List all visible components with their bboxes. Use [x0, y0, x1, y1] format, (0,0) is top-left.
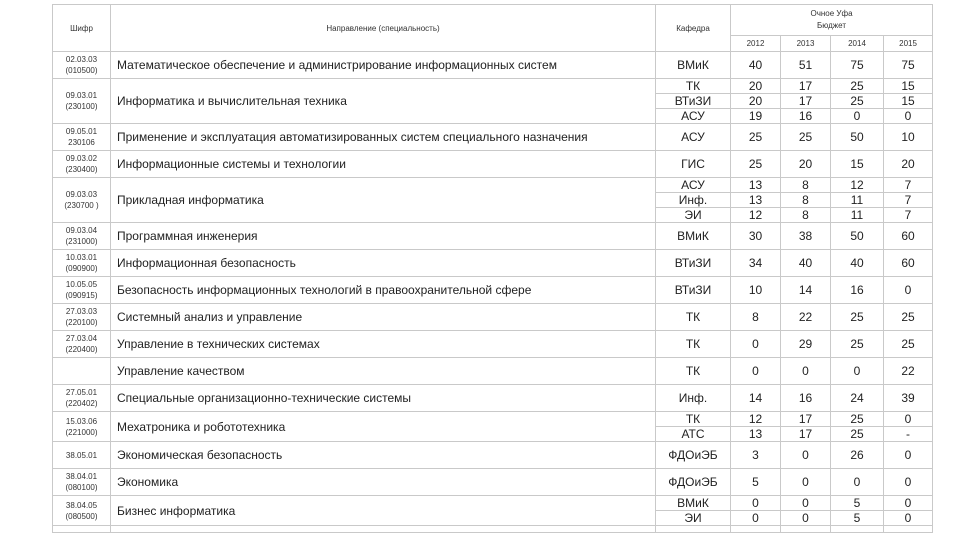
- direction-code: [53, 151, 111, 178]
- direction-code-line: 09.03.04: [65, 226, 98, 235]
- admission-plan-sheet: [52, 4, 932, 533]
- year-value-cell: 16: [781, 385, 831, 412]
- table-header: [53, 5, 933, 52]
- year-value-cell: 10: [731, 277, 781, 304]
- year-value-cell: 5: [831, 511, 884, 526]
- table-row: [53, 385, 933, 412]
- year-value-cell: 11: [831, 208, 884, 223]
- year-value-cell: 7: [884, 178, 933, 193]
- department-cell: ТК: [656, 304, 731, 331]
- direction-code-line: 27.05.01: [65, 388, 98, 397]
- year-value-cell: 40: [831, 250, 884, 277]
- year-value-cell: 40: [781, 250, 831, 277]
- year-value-cell: 17: [781, 412, 831, 427]
- direction-name: Экономическая безопасность: [111, 442, 656, 469]
- year-value-cell: 8: [781, 178, 831, 193]
- empty-cell: [884, 526, 933, 533]
- year-value-cell: 11: [831, 193, 884, 208]
- year-value-cell: 0: [731, 496, 781, 511]
- department-cell: ФДОиЭБ: [656, 469, 731, 496]
- year-value-cell: 7: [884, 208, 933, 223]
- year-value-cell: 0: [781, 358, 831, 385]
- header-year: 2013: [781, 36, 831, 52]
- table-row: [53, 442, 933, 469]
- direction-code-line: (220100): [65, 318, 98, 327]
- year-value-cell: 20: [781, 151, 831, 178]
- direction-code-line: 27.03.04: [65, 334, 98, 343]
- year-value-cell: 15: [884, 94, 933, 109]
- header-year: 2012: [731, 36, 781, 52]
- direction-code-line: (230100): [65, 102, 98, 111]
- department-cell: ТК: [656, 412, 731, 427]
- year-value-cell: 25: [731, 151, 781, 178]
- direction-code: [53, 331, 111, 358]
- direction-name: Мехатроника и робототехника: [111, 412, 656, 442]
- year-value-cell: 0: [884, 511, 933, 526]
- direction-code: [53, 223, 111, 250]
- header-direction: Направление (специальность): [111, 5, 656, 52]
- empty-cell: [53, 526, 111, 533]
- direction-code-line: 27.03.03: [65, 307, 98, 316]
- empty-cell: [781, 526, 831, 533]
- year-value-cell: 25: [831, 331, 884, 358]
- direction-code: [53, 496, 111, 526]
- direction-code: [53, 442, 111, 469]
- table-row: [53, 469, 933, 496]
- direction-name: Информационные системы и технологии: [111, 151, 656, 178]
- table-row: [53, 358, 933, 385]
- direction-code-line: 10.05.05: [65, 280, 98, 289]
- year-value-cell: 0: [884, 469, 933, 496]
- department-cell: ВТиЗИ: [656, 250, 731, 277]
- year-value-cell: 22: [884, 358, 933, 385]
- year-value-cell: 25: [884, 331, 933, 358]
- year-value-cell: 0: [884, 496, 933, 511]
- direction-name: Применение и эксплуатация автоматизированных систем специального назначения: [111, 124, 656, 151]
- direction-code-line: 10.03.01: [65, 253, 98, 262]
- direction-name: Прикладная информатика: [111, 178, 656, 223]
- year-value-cell: 25: [884, 304, 933, 331]
- table-row: [53, 277, 933, 304]
- direction-code-line: 230106: [68, 138, 95, 147]
- year-value-cell: 3: [731, 442, 781, 469]
- direction-code: [53, 304, 111, 331]
- year-value-cell: 25: [831, 79, 884, 94]
- table-row: [53, 304, 933, 331]
- year-value-cell: 17: [781, 79, 831, 94]
- year-value-cell: -: [884, 427, 933, 442]
- direction-name: Специальные организационно-технические системы: [111, 385, 656, 412]
- direction-name: Управление качеством: [111, 358, 656, 385]
- department-cell: АСУ: [656, 109, 731, 124]
- year-value-cell: 60: [884, 250, 933, 277]
- direction-code-line: 38.04.01: [65, 472, 98, 481]
- year-value-cell: 24: [831, 385, 884, 412]
- direction-code: [53, 52, 111, 79]
- year-value-cell: 8: [781, 193, 831, 208]
- table-row: [53, 331, 933, 358]
- direction-code-line: 38.04.05: [65, 500, 98, 510]
- year-value-cell: 12: [831, 178, 884, 193]
- year-value-cell: 50: [831, 124, 884, 151]
- year-value-cell: 0: [831, 358, 884, 385]
- year-value-cell: 16: [781, 109, 831, 124]
- table-row: [53, 496, 933, 511]
- year-value-cell: 8: [781, 208, 831, 223]
- year-value-cell: 30: [731, 223, 781, 250]
- direction-code-line: (090915): [65, 291, 98, 300]
- department-cell: ФДОиЭБ: [656, 442, 731, 469]
- year-value-cell: 17: [781, 94, 831, 109]
- direction-code-line: (221000): [65, 427, 98, 437]
- department-cell: АТС: [656, 427, 731, 442]
- direction-code: [53, 277, 111, 304]
- direction-name: Информатика и вычислительная техника: [111, 79, 656, 124]
- year-value-cell: 0: [781, 496, 831, 511]
- year-value-cell: 0: [884, 442, 933, 469]
- year-value-cell: 0: [781, 469, 831, 496]
- direction-code-line: 09.03.03: [65, 190, 98, 199]
- direction-code: [53, 178, 111, 223]
- year-value-cell: 0: [731, 511, 781, 526]
- year-value-cell: 25: [831, 412, 884, 427]
- year-value-cell: 0: [884, 412, 933, 427]
- direction-code-line: (010500): [65, 66, 98, 75]
- department-cell: ВМиК: [656, 496, 731, 511]
- direction-name: Управление в технических системах: [111, 331, 656, 358]
- department-cell: ГИС: [656, 151, 731, 178]
- year-value-cell: 16: [831, 277, 884, 304]
- year-value-cell: 12: [731, 208, 781, 223]
- table-row-empty: [53, 526, 933, 533]
- department-cell: ЭИ: [656, 208, 731, 223]
- direction-code: [53, 250, 111, 277]
- year-value-cell: 25: [831, 94, 884, 109]
- year-value-cell: 34: [731, 250, 781, 277]
- year-value-cell: 12: [731, 412, 781, 427]
- department-cell: АСУ: [656, 178, 731, 193]
- department-cell: ВТиЗИ: [656, 94, 731, 109]
- year-value-cell: 19: [731, 109, 781, 124]
- year-value-cell: 13: [731, 193, 781, 208]
- department-cell: ТК: [656, 79, 731, 94]
- year-value-cell: 40: [731, 52, 781, 79]
- year-value-cell: 25: [781, 124, 831, 151]
- empty-cell: [731, 526, 781, 533]
- table-row: [53, 412, 933, 427]
- department-cell: ЭИ: [656, 511, 731, 526]
- year-value-cell: 7: [884, 193, 933, 208]
- department-cell: ВМиК: [656, 223, 731, 250]
- table-row: [53, 79, 933, 94]
- year-value-cell: 38: [781, 223, 831, 250]
- direction-code-line: 02.03.03: [65, 55, 98, 64]
- direction-name: Программная инженерия: [111, 223, 656, 250]
- direction-code-line: 38.05.01: [65, 450, 98, 460]
- year-value-cell: 8: [731, 304, 781, 331]
- direction-code-line: (220400): [65, 345, 98, 354]
- admission-plan-table: [52, 4, 933, 533]
- direction-code-line: (231000): [65, 237, 98, 246]
- direction-name: Экономика: [111, 469, 656, 496]
- direction-code-line: (080500): [65, 511, 98, 521]
- direction-code-line: 15.03.06: [65, 416, 98, 426]
- table-row: [53, 124, 933, 151]
- direction-name: Системный анализ и управление: [111, 304, 656, 331]
- direction-code-line: 09.03.01: [65, 91, 98, 100]
- year-value-cell: 0: [884, 277, 933, 304]
- year-value-cell: 0: [731, 358, 781, 385]
- table-row: [53, 223, 933, 250]
- year-value-cell: 5: [731, 469, 781, 496]
- empty-cell: [831, 526, 884, 533]
- header-department: Кафедра: [656, 5, 731, 52]
- direction-name: Бизнес информатика: [111, 496, 656, 526]
- table-row: [53, 250, 933, 277]
- year-value-cell: 75: [884, 52, 933, 79]
- table-row: [53, 151, 933, 178]
- year-value-cell: 51: [781, 52, 831, 79]
- direction-code-line: (080100): [65, 483, 98, 492]
- year-value-cell: 29: [781, 331, 831, 358]
- empty-cell: [111, 526, 656, 533]
- direction-code-line: (220402): [65, 399, 98, 408]
- year-value-cell: 0: [831, 469, 884, 496]
- year-value-cell: 25: [831, 427, 884, 442]
- department-cell: ВТиЗИ: [656, 277, 731, 304]
- year-value-cell: 20: [884, 151, 933, 178]
- department-cell: АСУ: [656, 124, 731, 151]
- year-value-cell: 0: [831, 109, 884, 124]
- header-code: Шифр: [53, 5, 111, 52]
- table-row: [53, 178, 933, 193]
- header-year: 2015: [884, 36, 933, 52]
- department-cell: ВМиК: [656, 52, 731, 79]
- year-value-cell: 17: [781, 427, 831, 442]
- year-value-cell: 15: [831, 151, 884, 178]
- year-value-cell: 75: [831, 52, 884, 79]
- header-budget: Бюджет: [817, 21, 846, 30]
- year-value-cell: 13: [731, 178, 781, 193]
- department-cell: Инф.: [656, 385, 731, 412]
- year-value-cell: 0: [884, 109, 933, 124]
- direction-code-line: 09.05.01: [65, 127, 98, 136]
- year-value-cell: 25: [831, 304, 884, 331]
- header-mode: Очное Уфа: [810, 9, 853, 18]
- direction-code-line: (090900): [65, 264, 98, 273]
- year-value-cell: 0: [781, 511, 831, 526]
- year-value-cell: 20: [731, 94, 781, 109]
- direction-code: [53, 469, 111, 496]
- direction-name: Безопасность информационных технологий в правоохранительной сфере: [111, 277, 656, 304]
- department-cell: ТК: [656, 358, 731, 385]
- direction-code: [53, 358, 111, 385]
- year-value-cell: 26: [831, 442, 884, 469]
- header-mode-budget: [731, 5, 933, 36]
- direction-name: Информационная безопасность: [111, 250, 656, 277]
- table-row: [53, 52, 933, 79]
- year-value-cell: 25: [731, 124, 781, 151]
- direction-code: [53, 79, 111, 124]
- year-value-cell: 0: [781, 442, 831, 469]
- year-value-cell: 0: [731, 331, 781, 358]
- empty-cell: [656, 526, 731, 533]
- direction-code-line: (230400): [65, 165, 98, 174]
- year-value-cell: 39: [884, 385, 933, 412]
- table-body: [53, 52, 933, 533]
- year-value-cell: 22: [781, 304, 831, 331]
- direction-name: Математическое обеспечение и администрирование информационных систем: [111, 52, 656, 79]
- year-value-cell: 10: [884, 124, 933, 151]
- year-value-cell: 60: [884, 223, 933, 250]
- department-cell: Инф.: [656, 193, 731, 208]
- year-value-cell: 5: [831, 496, 884, 511]
- direction-code: [53, 124, 111, 151]
- year-value-cell: 50: [831, 223, 884, 250]
- year-value-cell: 15: [884, 79, 933, 94]
- year-value-cell: 14: [781, 277, 831, 304]
- header-year: 2014: [831, 36, 884, 52]
- year-value-cell: 20: [731, 79, 781, 94]
- direction-code-line: 09.03.02: [65, 154, 98, 163]
- direction-code: [53, 412, 111, 442]
- direction-code: [53, 385, 111, 412]
- year-value-cell: 13: [731, 427, 781, 442]
- direction-code-line: (230700 ): [64, 201, 99, 210]
- year-value-cell: 14: [731, 385, 781, 412]
- department-cell: ТК: [656, 331, 731, 358]
